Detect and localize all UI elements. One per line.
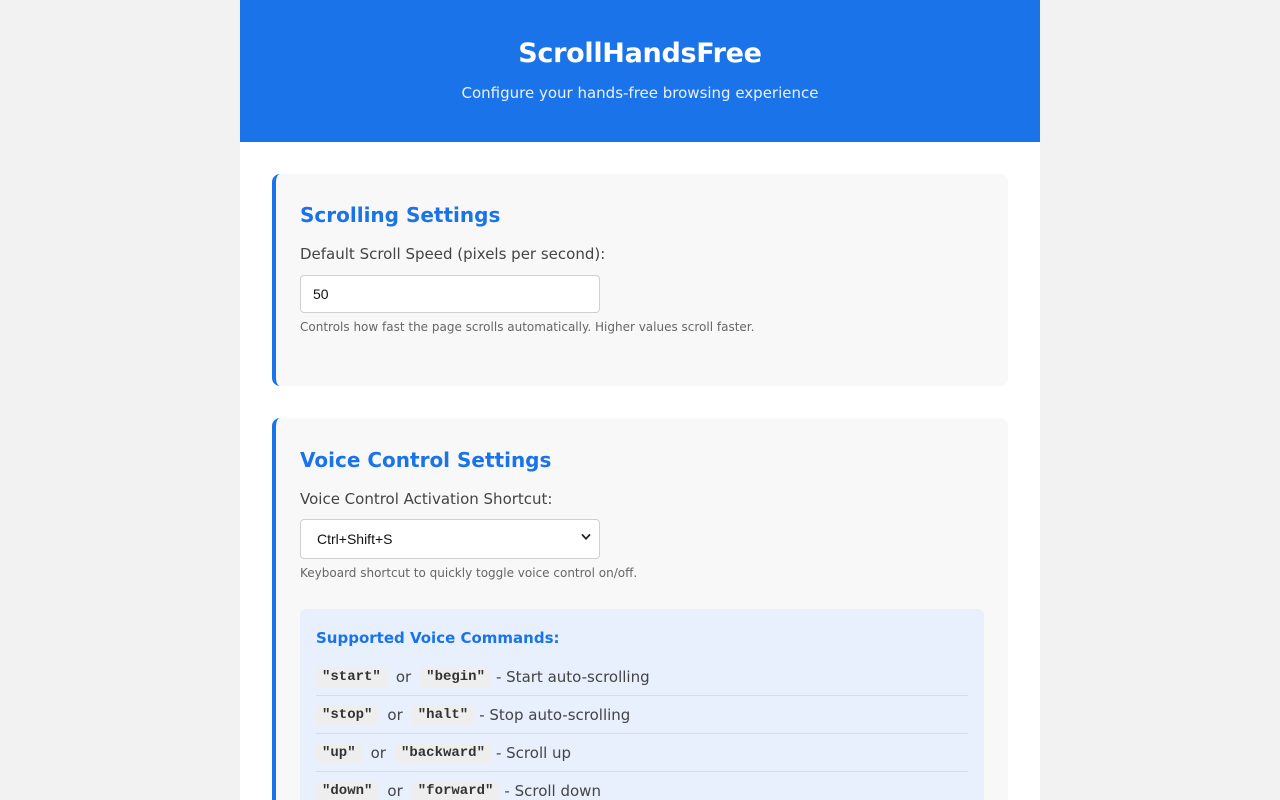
- list-item: [316, 658, 968, 696]
- shortcut-label: Voice Control Activation Shortcut:: [300, 490, 553, 508]
- voice-commands-list: [316, 658, 968, 800]
- command-keyword: "begin": [420, 667, 491, 687]
- scroll-speed-input[interactable]: 50: [300, 275, 600, 313]
- command-keyword: "backward": [395, 743, 491, 763]
- header: [240, 0, 1040, 142]
- command-keyword: "up": [316, 743, 362, 763]
- shortcut-help: Keyboard shortcut to quickly toggle voice control on/off.: [300, 566, 638, 580]
- or-text: or: [370, 743, 386, 762]
- scroll-speed-label: Default Scroll Speed (pixels per second):: [300, 245, 606, 263]
- options-page: [240, 0, 1040, 800]
- page-subtitle: Configure your hands-free browsing experience: [461, 84, 819, 102]
- scroll-speed-help: Controls how fast the page scrolls automatically. Higher values scroll faster.: [300, 320, 755, 334]
- or-text: or: [395, 667, 412, 686]
- or-text: or: [387, 705, 403, 724]
- shortcut-select[interactable]: [300, 519, 600, 559]
- scrolling-settings-heading: Scrolling Settings: [300, 203, 501, 227]
- list-item: [316, 734, 968, 772]
- command-description: - Start auto-scrolling: [495, 667, 650, 686]
- list-item: [316, 696, 968, 734]
- command-keyword: "forward": [412, 781, 500, 800]
- command-keyword: "start": [316, 667, 387, 687]
- command-description: - Scroll up: [495, 743, 572, 762]
- command-description: - Stop auto-scrolling: [479, 705, 631, 724]
- scrolling-settings-section: [272, 174, 1008, 386]
- command-keyword: "stop": [316, 705, 378, 725]
- voice-control-section: [272, 418, 1008, 800]
- command-description: - Scroll down: [504, 781, 601, 800]
- voice-commands-heading: Supported Voice Commands:: [316, 629, 560, 647]
- shortcut-select-value: Ctrl+Shift+S: [317, 531, 393, 547]
- or-text: or: [387, 781, 403, 800]
- command-keyword: "down": [316, 781, 378, 800]
- command-keyword: "halt": [412, 705, 474, 725]
- page-title: ScrollHandsFree: [518, 38, 762, 69]
- chevron-down-icon: [581, 532, 591, 542]
- list-item: [316, 772, 968, 800]
- voice-commands-box: [300, 609, 984, 800]
- voice-control-heading: Voice Control Settings: [300, 448, 552, 472]
